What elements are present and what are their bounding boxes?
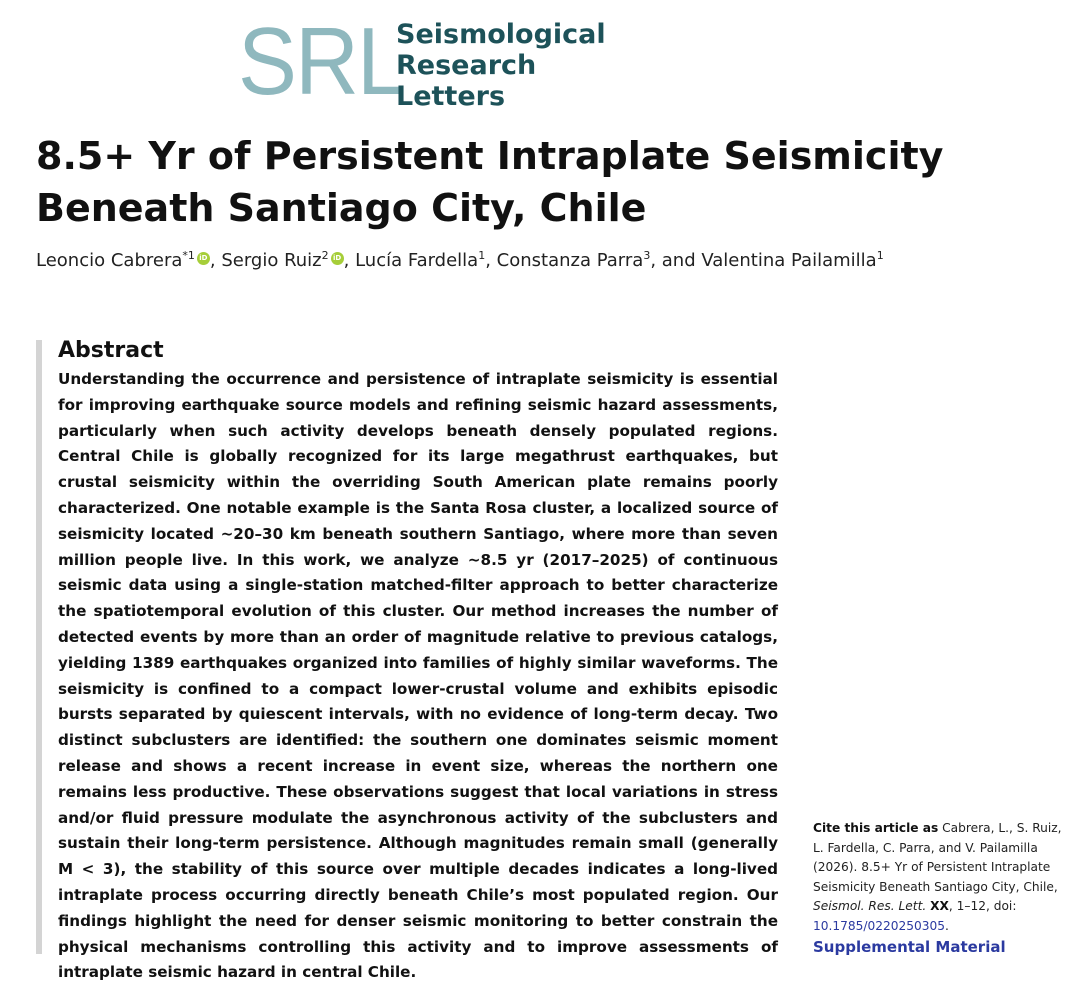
author-name[interactable]: Constanza Parra <box>496 250 644 271</box>
journal-name-line2: Research <box>396 50 537 81</box>
author-separator: , <box>209 250 222 271</box>
article-title-line2: Beneath Santiago City, Chile <box>36 186 647 230</box>
author-affiliation: 2 <box>321 249 329 262</box>
citation-volume: XX <box>930 899 949 913</box>
author-name[interactable]: Leoncio Cabrera <box>36 250 183 271</box>
journal-logo <box>238 8 638 115</box>
journal-name-line3: Letters <box>396 81 506 112</box>
orcid-icon[interactable]: iD <box>197 252 210 265</box>
citation-box <box>813 819 1065 936</box>
citation-label: Cite this article as <box>813 821 939 835</box>
citation-text: Cabrera, L., S. Ruiz, L. Fardella, C. Parra, and V. Pailamilla (2026). 8.5+ Yr of Persistent Intraplate Seismicity Beneath Santiago City, Chile, <box>813 821 1062 894</box>
author-list <box>36 248 1056 274</box>
orcid-icon[interactable]: iD <box>331 252 344 265</box>
abstract-heading: Abstract <box>58 338 164 363</box>
citation-pages: , 1–12, doi: <box>948 899 1017 913</box>
author-affiliation: 3 <box>643 249 651 262</box>
author-name[interactable]: Sergio Ruiz <box>221 250 322 271</box>
srl-logo-mark: SRL <box>238 8 405 115</box>
author-affiliation: 1 <box>478 249 486 262</box>
supplemental-material-link[interactable]: Supplemental Material <box>813 938 1006 956</box>
author-affiliation: *1 <box>182 249 195 262</box>
article-title-line1: 8.5+ Yr of Persistent Intraplate Seismicity <box>36 134 944 178</box>
author-separator: , <box>343 250 356 271</box>
journal-name <box>396 19 606 112</box>
abstract-body: Understanding the occurrence and persistence of intraplate seismicity is essential for improving earthquake source models and refining seismic hazard assessments, particularly when such activity develops beneath densely populated regions. Central Chile is globally recognized for its large megathrust earthquakes, but crustal seismicity within the overriding South American plate remains poorly characterized. One notable example is the Santa Rosa cluster, a localized source of seismicity located ~20–30 km beneath southern Santiago, where more than seven million people live. In this work, we analyze ~8.5 yr (2017–2025) of continuous seismic data using a single-station matched-filter approach to better characterize the spatiotemporal evolution of this cluster. Our method increases the number of detected events by more than an order of magnitude relative to previous catalogs, yielding 1389 earthquakes organized into families of highly similar waveforms. The seismicity is confined to a compact lower-crustal volume and exhibits episodic bursts separated by quiescent intervals, with no evidence of long-term decay. Two distinct subclusters are identified: the southern one dominates seismic moment release and shows a recent increase in event size, whereas the northern one remains less productive. These observations suggest that local variations in stress and/or fluid pressure modulate the asynchronous activity of the subclusters and sustain their long-term persistence. Although magnitudes remain small (generally M < 3), the stability of this source over multiple decades indicates a long-lived intraplate process occurring directly beneath Chile’s most populated region. Our findings highlight the need for denser seismic monitoring to better constrain the physical mechanisms controlling this activity and to improve assessments of intraplate seismic hazard in central Chile. <box>58 370 778 982</box>
journal-name-line1: Seismological <box>396 19 606 50</box>
author-affiliation: 1 <box>876 249 884 262</box>
citation-journal: Seismol. Res. Lett. <box>813 899 927 913</box>
abstract-side-rule <box>36 340 42 954</box>
author-name[interactable]: Lucía Fardella <box>355 250 479 271</box>
author-separator: , and <box>650 250 702 271</box>
author-separator: , <box>485 250 497 271</box>
article-title <box>36 130 1036 234</box>
author-name[interactable]: Valentina Pailamilla <box>701 250 877 271</box>
citation-end: . <box>945 918 949 933</box>
doi-link[interactable]: 10.1785/0220250305 <box>813 918 946 933</box>
